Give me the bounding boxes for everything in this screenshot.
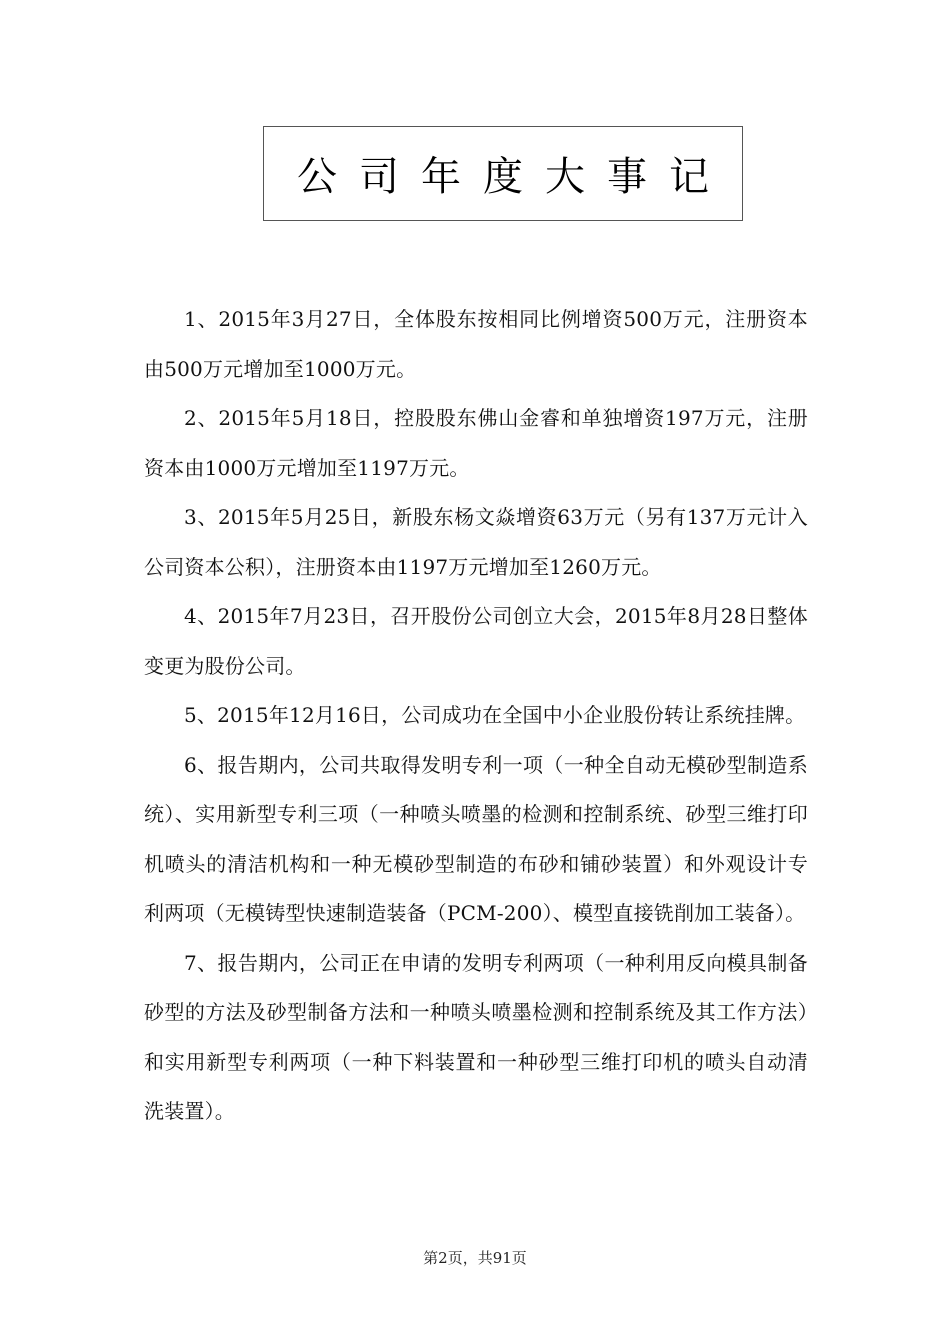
event-paragraph-1: 1、2015年3月27日，全体股东按相同比例增资500万元，注册资本由500万元增加至1000万元。	[144, 307, 808, 381]
event-paragraph-5: 5、2015年12月16日，公司成功在全国中小企业股份转让系统挂牌。	[184, 703, 806, 727]
event-paragraph-3: 3、2015年5月25日，新股东杨文焱增资63万元（另有137万元计入公司资本公积），注册资本由1197万元增加至1260万元。	[144, 505, 808, 579]
event-paragraph-2: 2、2015年5月18日，控股股东佛山金睿和单独增资197万元，注册资本由1000万元增加至1197万元。	[144, 406, 808, 480]
document-body	[144, 295, 808, 1137]
page-footer: 第2页，共91页	[423, 1249, 527, 1267]
page-title: 公司年度大事记	[297, 154, 731, 200]
event-paragraph-7: 7、报告期内，公司正在申请的发明专利两项（一种利用反向模具制备砂型的方法及砂型制备方法和一种喷头喷墨检测和控制系统及其工作方法）和实用新型专利两项（一种下料装置和一种砂型三维打印机的喷头自动清洗装置）。	[144, 950, 808, 1123]
title-box	[263, 126, 743, 221]
event-paragraph-4: 4、2015年7月23日，召开股份公司创立大会，2015年8月28日整体变更为股份公司。	[144, 604, 808, 678]
event-paragraph-6: 6、报告期内，公司共取得发明专利一项（一种全自动无模砂型制造系统）、实用新型专利三项（一种喷头喷墨的检测和控制系统、砂型三维打印机喷头的清洁机构和一种无模砂型制造的布砂和铺砂装置）和外观设计专利两项（无模铸型快速制造装备（PCM-200）、模型直接铣削加工装备）。	[144, 752, 808, 925]
